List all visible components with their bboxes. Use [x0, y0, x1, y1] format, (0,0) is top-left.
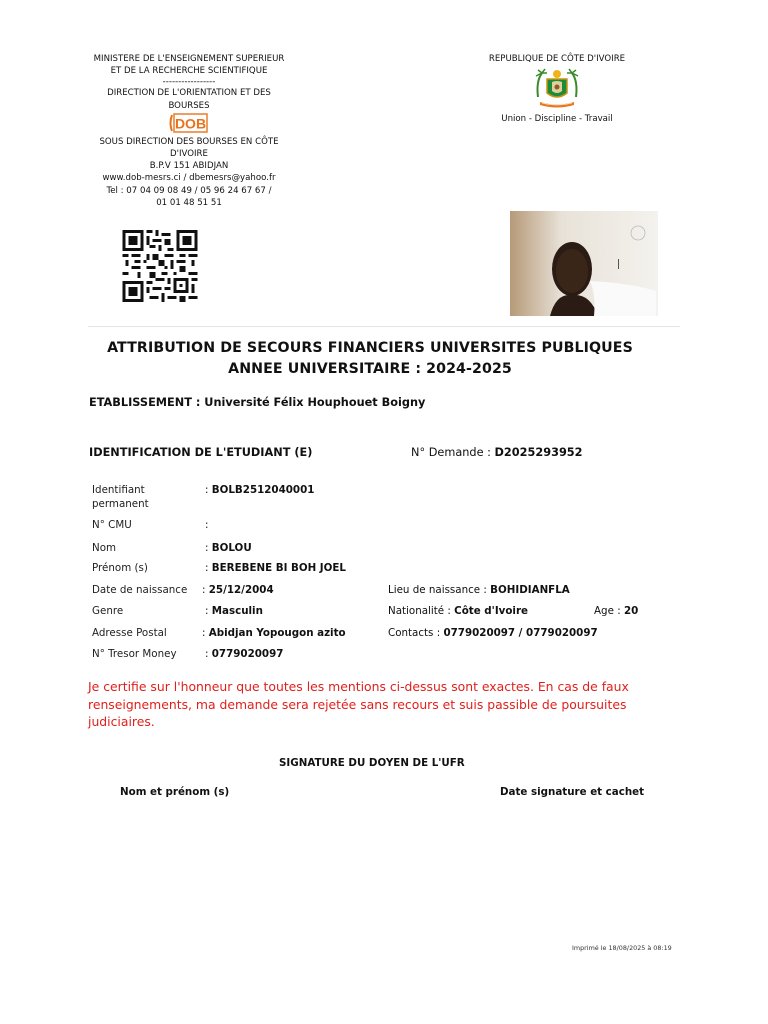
subdirection-line: SOUS DIRECTION DES BOURSES EN CÔTE — [99, 136, 279, 147]
student-photo — [510, 211, 658, 316]
colon: : — [205, 648, 209, 660]
header-divider — [88, 326, 680, 327]
identifiant-label — [92, 483, 149, 511]
naissance-value — [202, 583, 274, 597]
colon: : — [205, 562, 209, 574]
national-motto: Union - Discipline - Travail — [501, 114, 613, 124]
age-value: 20 — [623, 605, 639, 617]
coat-of-arms-icon — [532, 67, 582, 109]
adresse-value — [202, 626, 346, 640]
prenom-value-text: BEREBENE BI BOH JOEL — [211, 562, 346, 574]
document-title-line: ATTRIBUTION DE SECOURS FINANCIERS UNIVERSITES PUBLIQUES — [107, 340, 633, 356]
tresor-label: N° Tresor Money — [92, 648, 177, 660]
certification-statement: Je certifie sur l'honneur que toutes les mentions ci-dessus sont exactes. En cas de faux renseignements, ma demande sera rejetée sans recours et suis passible de poursuites judiciaires. — [88, 679, 629, 729]
demande-label: N° Demande : — [411, 446, 491, 459]
genre-value-text: Masculin — [211, 605, 263, 617]
signature-date-cachet: Date signature et cachet — [500, 786, 645, 798]
ministry-header — [88, 53, 290, 209]
cmu-value — [205, 518, 208, 532]
qr-code-icon — [122, 230, 198, 302]
nom-label: Nom — [92, 542, 117, 554]
cmu-label: N° CMU — [92, 519, 132, 531]
signature-title: SIGNATURE DU DOYEN DE L'UFR — [279, 757, 465, 769]
identifiant-value — [205, 483, 314, 497]
demande-number — [411, 446, 583, 459]
genre-value — [205, 604, 263, 618]
nationalite-value: Côte d'Ivoire — [454, 605, 529, 617]
republic-header — [476, 53, 638, 125]
naissance-label: Date de naissance — [92, 584, 188, 596]
direction-line: BOURSES — [168, 100, 210, 111]
contacts-value: 0779020097 / 0779020097 — [443, 627, 598, 639]
dob-logo-text: DOB — [174, 115, 207, 132]
nationalite — [388, 604, 528, 618]
identifiant-label-line: permanent — [92, 498, 149, 510]
age — [594, 604, 638, 618]
document-title — [60, 338, 680, 380]
country-name: REPUBLIQUE DE CÔTE D'IVOIRE — [488, 54, 626, 64]
address-line: B.P.V 151 ABIDJAN — [149, 161, 229, 172]
nom-value-text: BOLOU — [211, 542, 252, 554]
ministry-separator: ----------------- — [162, 77, 216, 88]
signature-nom-prenom: Nom et prénom (s) — [120, 786, 230, 798]
identification-heading: IDENTIFICATION DE L'ETUDIANT (E) — [89, 446, 313, 459]
academic-year: ANNEE UNIVERSITAIRE : 2024-2025 — [228, 361, 512, 377]
colon: : — [205, 519, 209, 531]
identifiant-value-text: BOLB2512040001 — [211, 484, 315, 496]
dob-logo-wrap — [88, 112, 290, 136]
tresor-value — [205, 647, 283, 661]
phone-line: 01 01 48 51 51 — [156, 197, 222, 208]
lieu-value: BOHIDIANFLA — [490, 584, 570, 596]
demande-value: D2025293952 — [494, 446, 583, 459]
naissance-value-text: 25/12/2004 — [208, 584, 274, 596]
prenom-value — [205, 561, 346, 575]
etablissement: ETABLISSEMENT : Université Félix Houphouet Boigny — [89, 396, 426, 409]
nom-value — [205, 541, 252, 555]
subdirection-line: D'IVOIRE — [170, 149, 208, 160]
ministry-line: ET DE LA RECHERCHE SCIENTIFIQUE — [110, 66, 268, 77]
adresse-value-text: Abidjan Yopougon azito — [208, 627, 346, 639]
dob-logo-icon — [168, 112, 210, 134]
ministry-line: MINISTERE DE L'ENSEIGNEMENT SUPERIEUR — [93, 54, 285, 64]
website-line: www.dob-mesrs.ci / dbemesrs@yahoo.fr — [102, 173, 276, 184]
lieu-naissance — [388, 583, 570, 597]
age-label: Age : — [594, 605, 621, 617]
direction-line: DIRECTION DE L'ORIENTATION ET DES — [107, 88, 271, 99]
identifiant-label-line: Identifiant — [92, 484, 145, 496]
printed-timestamp: Imprimé le 18/08/2025 à 08:19 — [572, 944, 672, 952]
colon: : — [202, 627, 206, 639]
adresse-label: Adresse Postal — [92, 627, 167, 639]
colon: : — [205, 542, 209, 554]
nationalite-label: Nationalité : — [388, 605, 451, 617]
tresor-value-text: 0779020097 — [211, 648, 284, 660]
phone-line: Tel : 07 04 09 08 49 / 05 96 24 67 67 / — [106, 185, 272, 196]
colon: : — [202, 584, 206, 596]
colon: : — [205, 484, 209, 496]
contacts-label: Contacts : — [388, 627, 441, 639]
genre-label: Genre — [92, 605, 124, 617]
contacts — [388, 626, 598, 640]
lieu-label: Lieu de naissance : — [388, 584, 487, 596]
prenom-label: Prénom (s) — [92, 562, 148, 574]
student-photo-image — [510, 211, 658, 316]
colon: : — [205, 605, 209, 617]
